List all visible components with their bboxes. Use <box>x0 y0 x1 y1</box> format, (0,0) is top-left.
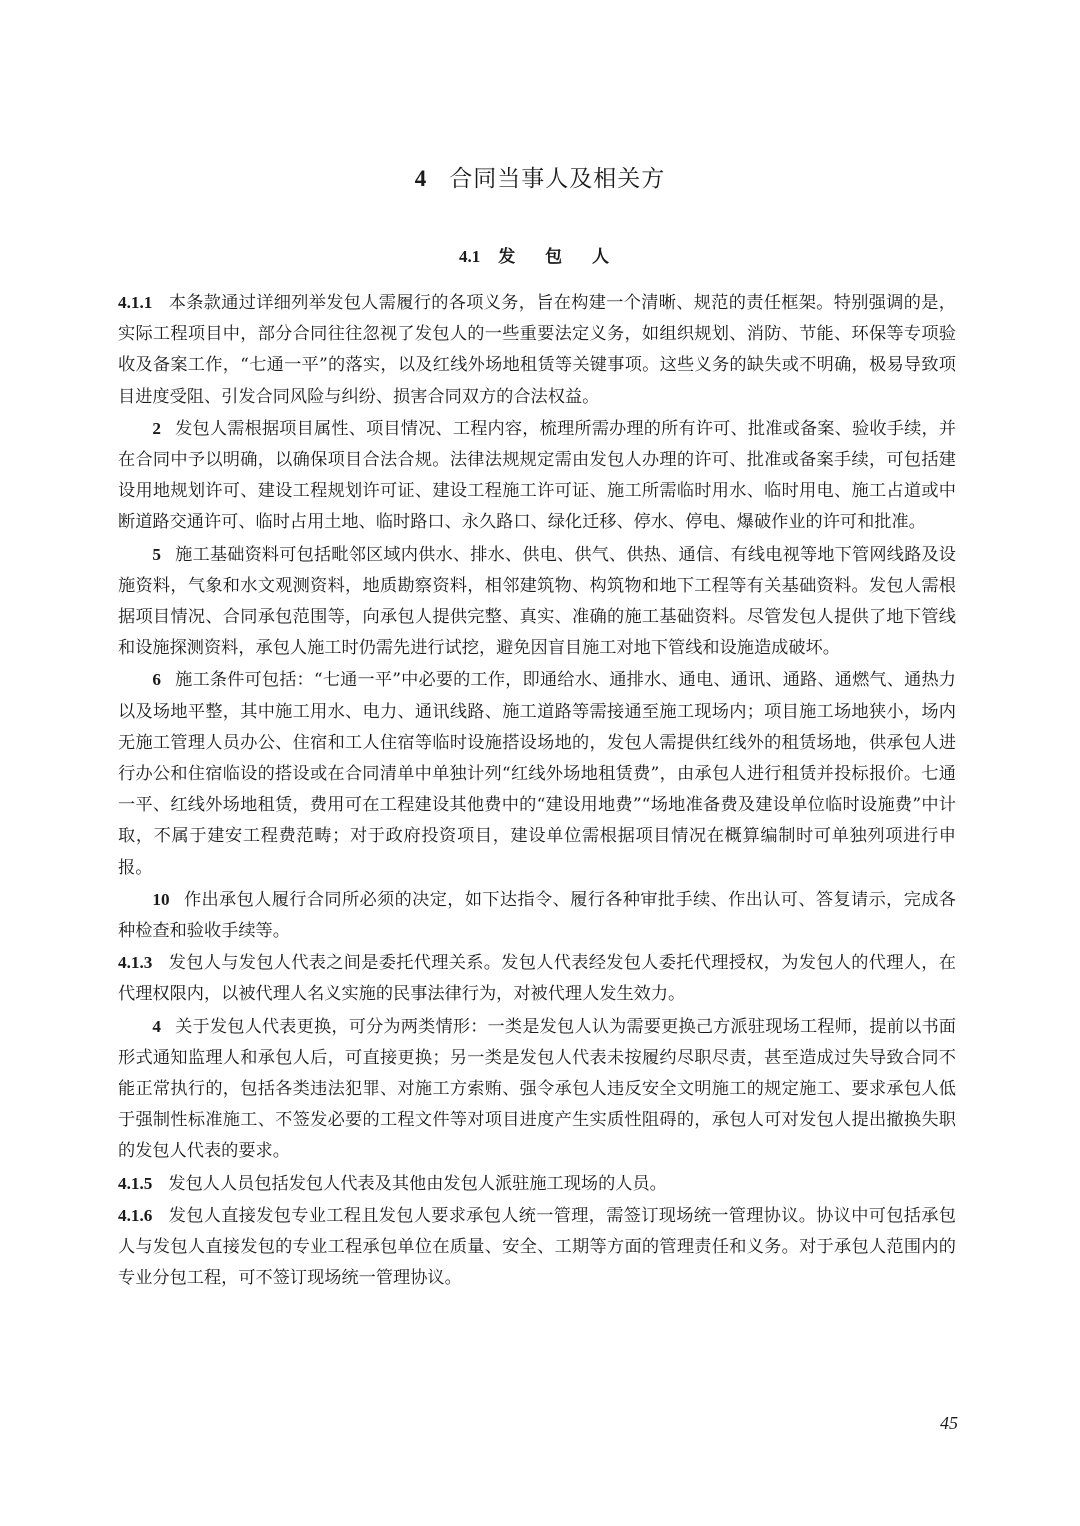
clause-4-1-1-item-5 <box>118 539 956 665</box>
section-title <box>0 242 1080 267</box>
clause-4-1-1 <box>118 287 956 413</box>
clause-number: 4.1.5 <box>118 1173 153 1193</box>
clause-4-1-3-item-4 <box>118 1011 956 1168</box>
item-number: 2 <box>152 418 161 438</box>
section-number: 4.1 <box>458 247 481 266</box>
clause-4-1-6 <box>118 1200 956 1295</box>
item-text: 作出承包人履行合同所必须的决定，如下达指令、履行各种审批手续、作出认可、答复请示，完成各种检查和验收手续等。 <box>118 889 956 942</box>
chapter-title <box>0 160 1080 193</box>
chapter-number: 4 <box>414 166 428 191</box>
clause-text: 发包人直接发包专业工程且发包人要求承包人统一管理，需签订现场统一管理协议。协议中可包括承包人与发包人直接发包的专业工程承包单位在质量、安全、工期等方面的管理责任和义务。对于承包人范围内的专业分包工程，可不签订现场统一管理协议。 <box>118 1205 956 1289</box>
section-title-text: 发 包 人 <box>498 247 622 267</box>
item-text: 施工条件可包括：“七通一平”中必要的工作，即通给水、通排水、通电、通讯、通路、通燃气、通热力以及场地平整，其中施工用水、电力、通讯线路、施工道路等需接通至施工现场内；项目施工场地狭小，场内无施工管理人员办公、住宿和工人住宿等临时设施搭设场地的，发包人需提供红线外的租赁场地，供承包人进行办公和住宿临设的搭设或在合同清单中单独计列“红线外场地租赁费”，由承包人进行租赁并投标报价。七通一平、红线外场地租赁，费用可在工程建设其他费中的“建设用地费”“场地准备费及建设单位临时设施费”中计取，不属于建安工程费范畴；对于政府投资项目，建设单位需根据项目情况在概算编制时可单独列项进行申报。 <box>118 670 956 878</box>
item-text: 发包人需根据项目属性、项目情况、工程内容，梳理所需办理的所有许可、批准或备案、验收手续，并在合同中予以明确，以确保项目合法合规。法律法规规定需由发包人办理的许可、批准或备案手续，可包括建设用地规划许可、建设工程规划许可证、建设工程施工许可证、施工所需临时用水、临时用电、施工占道或中断道路交通许可、临时占用土地、临时路口、永久路口、绿化迁移、停水、停电、爆破作业的许可和批准。 <box>118 418 956 533</box>
clause-4-1-1-item-6 <box>118 664 956 883</box>
body-text <box>118 287 956 1295</box>
clause-number: 4.1.1 <box>118 293 153 312</box>
item-number: 10 <box>152 889 170 909</box>
item-text: 关于发包人代表更换，可分为两类情形：一类是发包人认为需要更换己方派驻现场工程师，提前以书面形式通知监理人和承包人后，可直接更换；另一类是发包人代表未按履约尽职尽责，甚至造成过失导致合同不能正常执行的，包括各类违法犯罪、对施工方索贿、强令承包人违反安全文明施工的规定施工、要求承包人低于强制性标准施工、不签发必要的工程文件等对项目进度产生实质性阻碍的，承包人可对发包人提出撤换失职的发包人代表的要求。 <box>118 1016 956 1162</box>
item-text: 施工基础资料可包括毗邻区域内供水、排水、供电、供气、供热、通信、有线电视等地下管网线路及设施资料，气象和水文观测资料，地质勘察资料，相邻建筑物、构筑物和地下工程等有关基础资料。发包人需根据项目情况、合同承包范围等，向承包人提供完整、真实、准确的施工基础资料。尽管发包人提供了地下管线和设施探测资料，承包人施工时仍需先进行试挖，避免因盲目施工对地下管线和设施造成破坏。 <box>118 544 956 659</box>
clause-4-1-5 <box>118 1168 956 1200</box>
clause-text: 发包人人员包括发包人代表及其他由发包人派驻施工现场的人员。 <box>168 1173 667 1194</box>
clause-text: 本条款通过详细列举发包人需履行的各项义务，旨在构建一个清晰、规范的责任框架。特别强调的是，实际工程项目中，部分合同往往忽视了发包人的一些重要法定义务，如组织规划、消防、节能、环保等专项验收及备案工作，“七通一平”的落实，以及红线外场地租赁等关键事项。这些义务的缺失或不明确，极易导致项目进度受阻、引发合同风险与纠纷、损害合同双方的合法权益。 <box>118 293 956 407</box>
page-number: 45 <box>940 1413 958 1433</box>
chapter-title-text: 合同当事人及相关方 <box>449 166 666 192</box>
clause-text: 发包人与发包人代表之间是委托代理关系。发包人代表经发包人委托代理授权，为发包人的代理人，在代理权限内，以被代理人名义实施的民事法律行为，对被代理人发生效力。 <box>118 953 956 1005</box>
clause-4-1-1-item-2 <box>118 413 956 539</box>
clause-4-1-1-item-10 <box>118 884 956 947</box>
clause-4-1-3 <box>118 947 956 1010</box>
clause-number: 4.1.6 <box>118 1205 153 1225</box>
item-number: 5 <box>152 544 161 564</box>
item-number: 4 <box>152 1016 161 1036</box>
clause-number: 4.1.3 <box>118 953 153 973</box>
item-number: 6 <box>152 670 161 690</box>
